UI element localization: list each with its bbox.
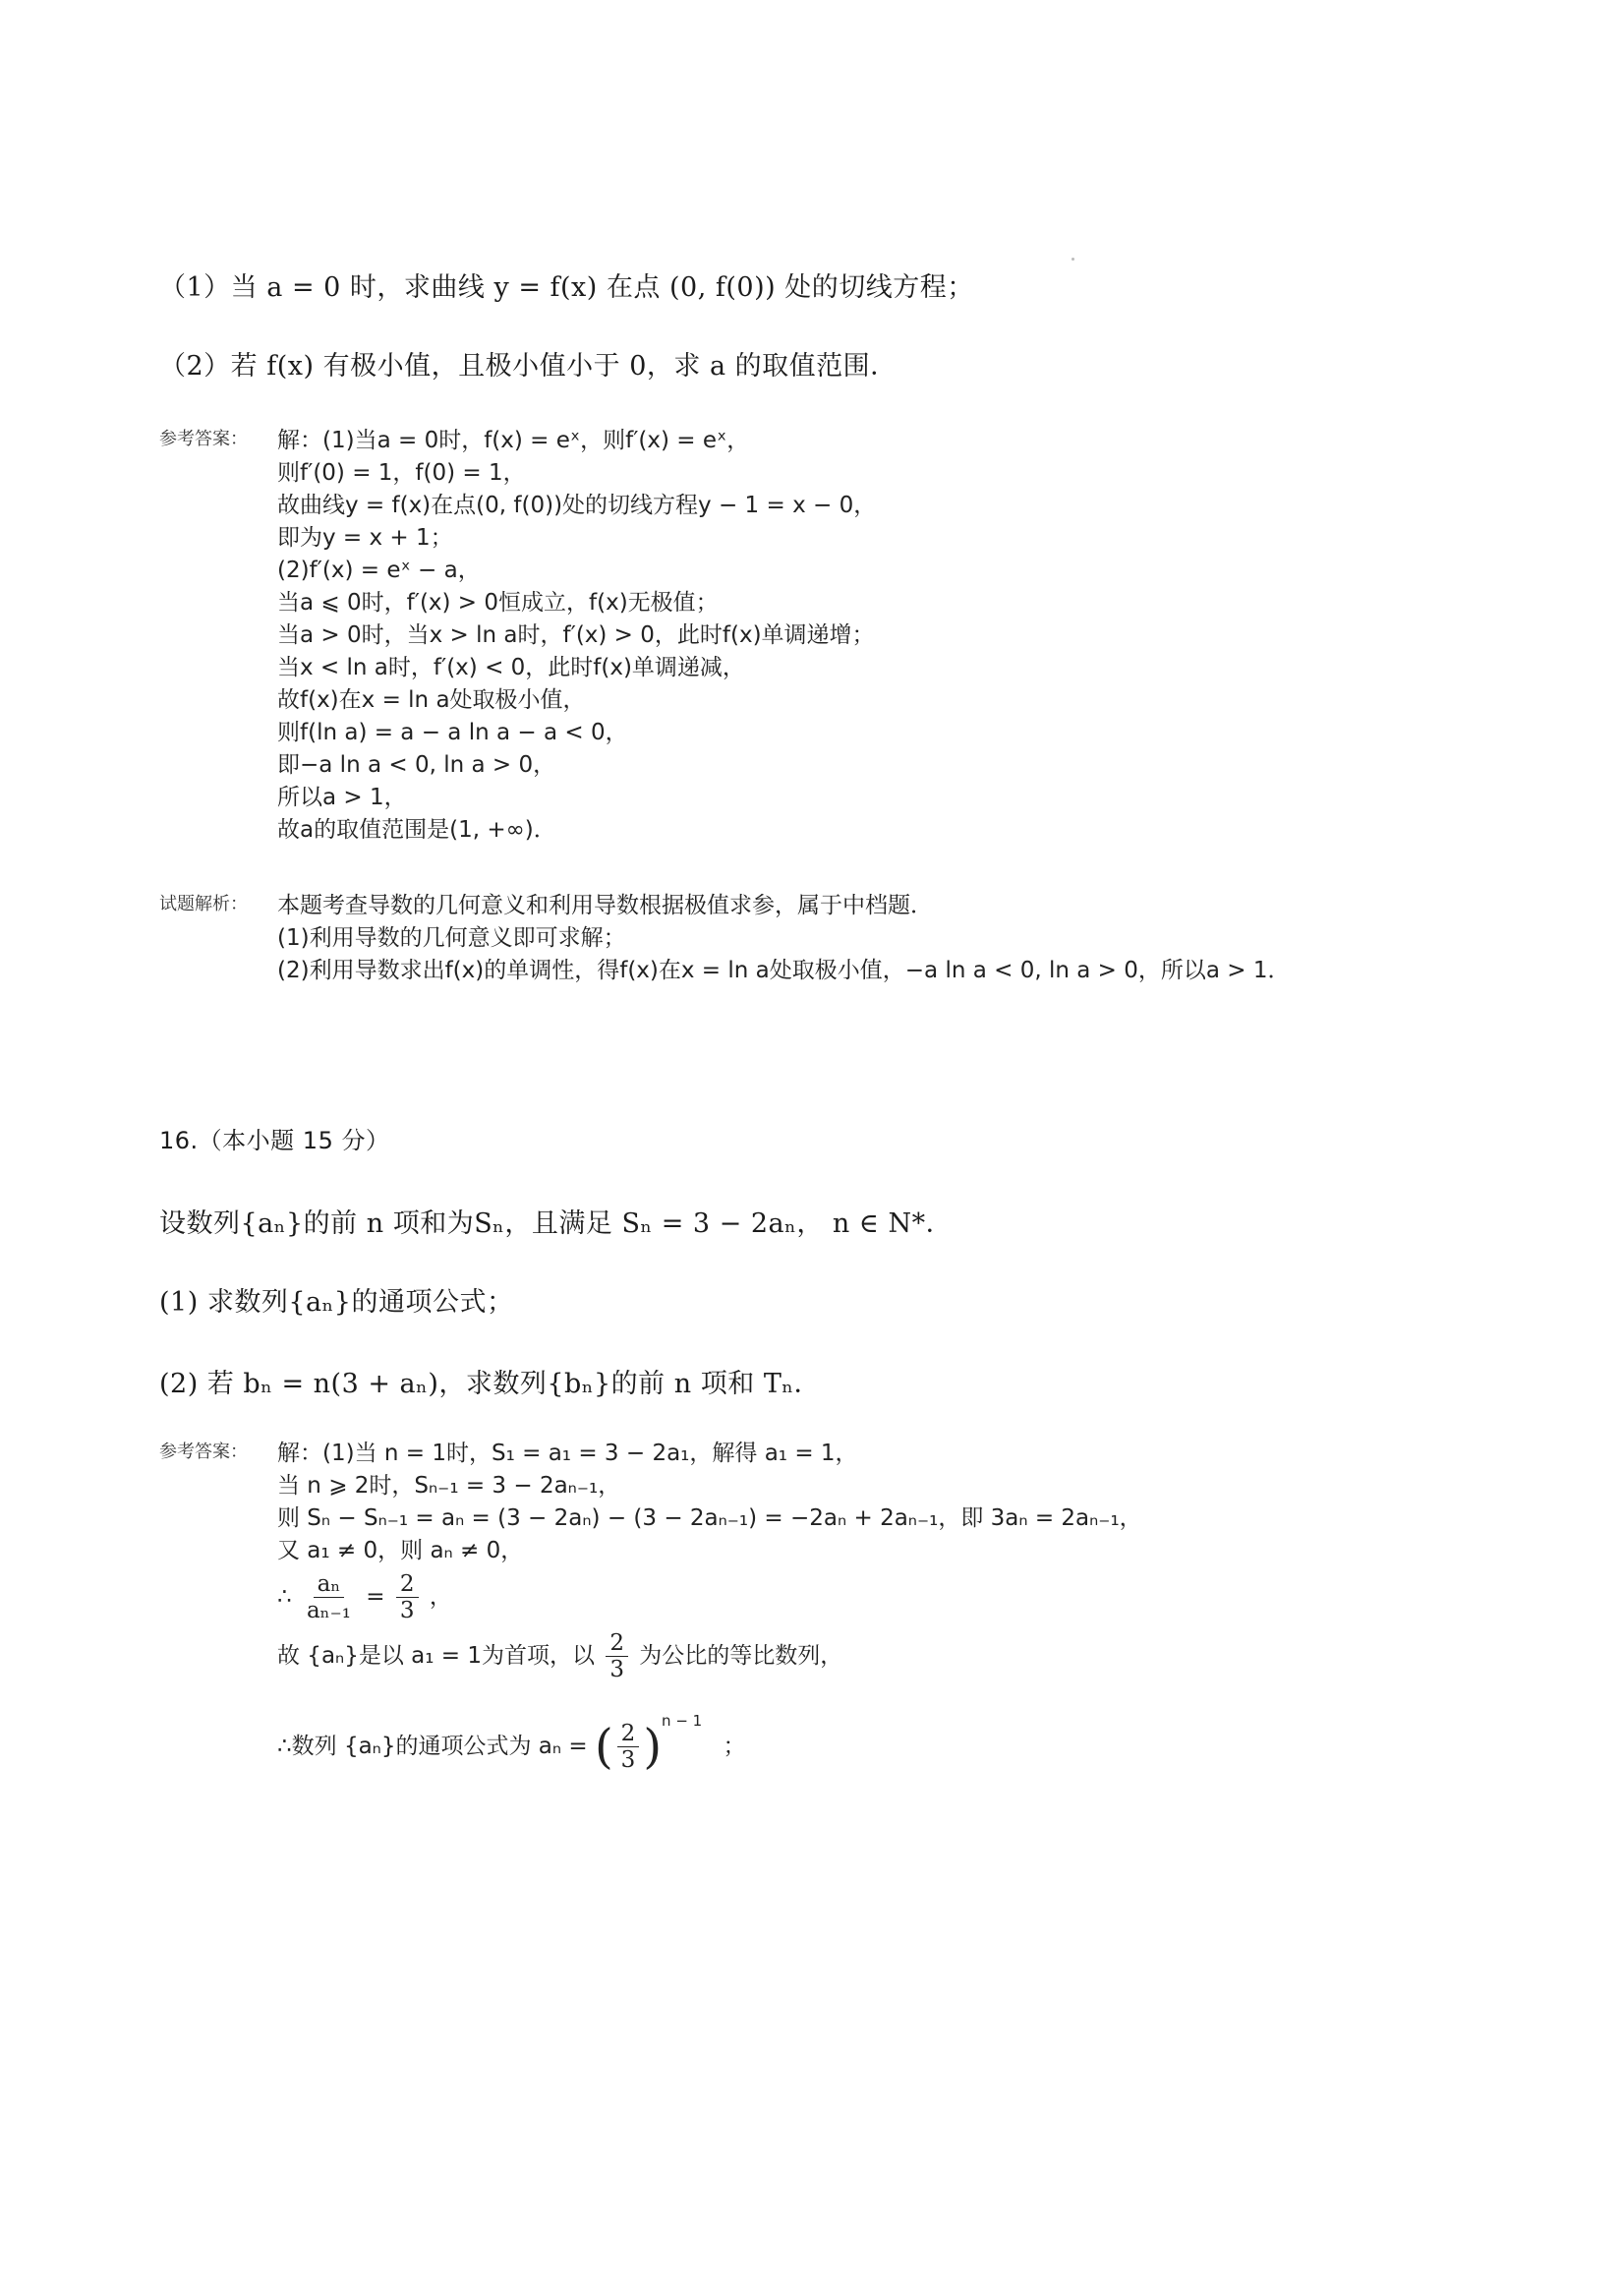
- answer-line: 当a > 0时，当x > ln a时，f′(x) > 0，此时f(x)单调递增；: [277, 622, 875, 648]
- answer-line: 即−a ln a < 0, ln a > 0，: [277, 752, 556, 778]
- fraction-numerator: 2: [396, 1571, 419, 1598]
- answer-tag: 参考答案：: [159, 429, 248, 449]
- exponent: n − 1: [662, 1712, 703, 1730]
- analysis-line: (1)利用导数的几何意义即可求解；: [277, 925, 626, 951]
- answer-line: 则f′(0) = 1，f(0) = 1，: [277, 460, 526, 486]
- punctuation: ，: [429, 1584, 452, 1610]
- answer-lines: [277, 425, 876, 847]
- punctuation: ；: [723, 1734, 746, 1759]
- p15-part2: （2）若 f(x) 有极小值，且极小值小于 0，求 a 的取值范围．: [159, 351, 898, 382]
- fraction-denominator: 3: [399, 1598, 415, 1623]
- answer-line: 故曲线y = f(x)在点(0, f(0))处的切线方程y − 1 = x − 0，: [277, 493, 877, 518]
- answer-line: 所以a > 1，: [277, 785, 407, 810]
- ratio-fraction: [606, 1630, 628, 1682]
- analysis-line: (2)利用导数求出f(x)的单调性，得f(x)在x = ln a处取极小值，−a ln a < 0, ln a > 0，所以a > 1．: [277, 958, 1291, 983]
- answer-line: 故a的取值范围是(1, +∞)．: [277, 817, 556, 843]
- answer-line: 当a ⩽ 0时，f′(x) > 0恒成立，f(x)无极值；: [277, 590, 719, 616]
- fraction-numerator: 2: [617, 1721, 640, 1747]
- p15-part1: （1）当 a = 0 时，求曲线 y = f(x) 在点 (0, f(0)) 处的切线方程；: [159, 272, 974, 303]
- formula-text: ∴数列 {aₙ}的通项公式为 aₙ =: [277, 1734, 588, 1759]
- left-paren: (: [594, 1719, 613, 1775]
- analysis-tag: 试题解析：: [159, 894, 248, 914]
- p16-statement: 设数列{aₙ}的前 n 项和为Sₙ，且满足 Sₙ = 3 − 2aₙ， n ∈ N*．: [159, 1208, 954, 1239]
- geometric-text: 故 {aₙ}是以 a₁ = 1为首项，以: [277, 1643, 595, 1669]
- p16-heading: 16.（本小题 15 分）: [159, 1127, 390, 1154]
- answer-line: 解：(1)当a = 0时，f(x) = eˣ，则f′(x) = eˣ，: [277, 428, 750, 453]
- right-paren: ): [643, 1719, 663, 1775]
- geometric-text: 为公比的等比数列，: [639, 1643, 843, 1669]
- analysis-line: 本题考查导数的几何意义和利用导数根据极值求参，属于中档题．: [277, 893, 933, 918]
- answer-line: 又 a₁ ≠ 0，则 aₙ ≠ 0，: [277, 1538, 524, 1563]
- therefore-symbol: ∴: [277, 1584, 292, 1610]
- analysis-lines: [277, 890, 1291, 987]
- equals-sign: =: [366, 1584, 385, 1610]
- answer-line: 即为y = x + 1；: [277, 525, 453, 551]
- scan-speck: [1072, 258, 1074, 261]
- p16-part2: (2) 若 bₙ = n(3 + aₙ)，求数列{bₙ}的前 n 项和 Tₙ．: [159, 1369, 822, 1399]
- answer-lines: [277, 1438, 1142, 1775]
- formula-line: [277, 1685, 1142, 1775]
- answer-line: (2)f′(x) = eˣ − a，: [277, 558, 481, 583]
- answer-line: 则 Sₙ − Sₙ₋₁ = aₙ = (3 − 2aₙ) − (3 − 2aₙ₋₁) = −2aₙ + 2aₙ₋₁，即 3aₙ = 2aₙ₋₁，: [277, 1505, 1142, 1531]
- fraction-denominator: 3: [620, 1747, 636, 1773]
- fraction-denominator: 3: [609, 1657, 624, 1682]
- answer-line: 解：(1)当 n = 1时，S₁ = a₁ = 3 − 2a₁，解得 a₁ = 1，: [277, 1441, 858, 1466]
- ratio-fraction: [303, 1571, 355, 1623]
- ratio-line: [277, 1567, 1142, 1626]
- answer-tag: 参考答案：: [159, 1442, 248, 1462]
- geometric-line: [277, 1626, 1142, 1685]
- answer-line: 当x < ln a时，f′(x) < 0，此时f(x)单调递减，: [277, 655, 745, 680]
- ratio-value-fraction: [396, 1571, 419, 1623]
- answer-line: 当 n ⩾ 2时，Sₙ₋₁ = 3 − 2aₙ₋₁，: [277, 1473, 621, 1499]
- fraction-numerator: aₙ: [314, 1571, 345, 1598]
- fraction-denominator: aₙ₋₁: [306, 1598, 351, 1623]
- fraction-numerator: 2: [606, 1630, 628, 1657]
- answer-line: 则f(ln a) = a − a ln a − a < 0，: [277, 720, 628, 745]
- p16-part1: (1) 求数列{aₙ}的通项公式；: [159, 1287, 514, 1318]
- answer-line: 故f(x)在x = ln a处取极小值，: [277, 687, 586, 713]
- base-fraction: [617, 1721, 640, 1773]
